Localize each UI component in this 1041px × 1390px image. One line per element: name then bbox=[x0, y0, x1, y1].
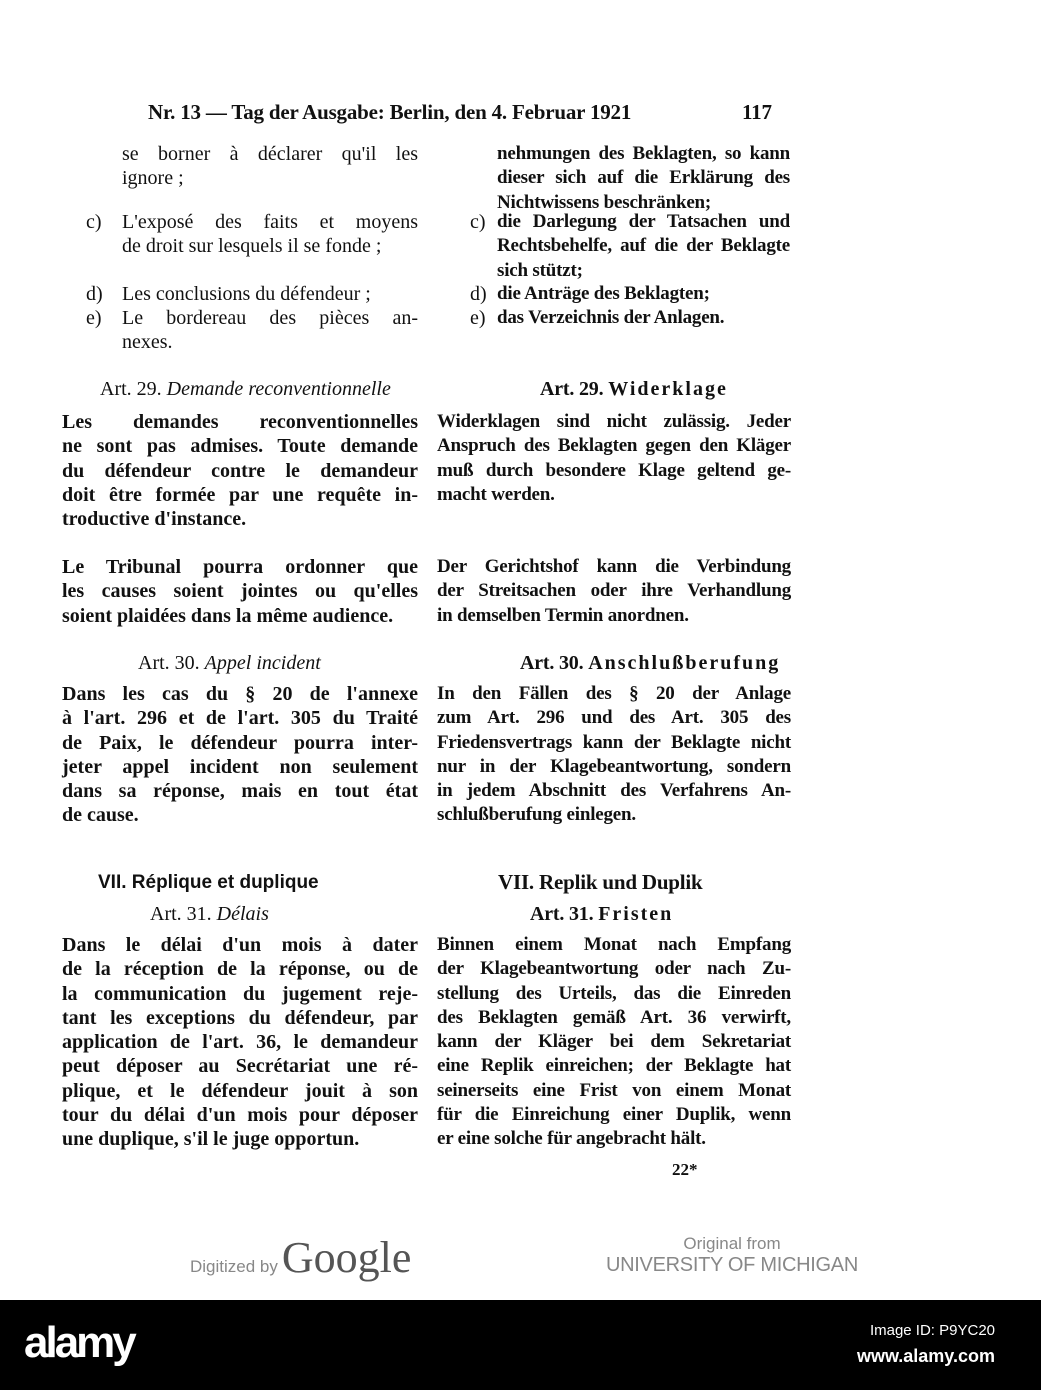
text-line: troductive d'instance. bbox=[62, 508, 247, 531]
text-line: de Paix, le défendeur pourra inter- bbox=[62, 731, 418, 754]
text-line: macht werden. bbox=[437, 483, 555, 505]
text-line: in jedem Abschnitt des Verfahrens An- bbox=[437, 780, 791, 802]
text-line: der Klagebeantwortung oder nach Zu- bbox=[437, 958, 791, 980]
text-line: doit être formée par une requête in- bbox=[62, 483, 418, 506]
digitized-label: Digitized by bbox=[190, 1257, 278, 1276]
watermark-bar bbox=[0, 1300, 1041, 1390]
left-section-heading: VII. Réplique et duplique bbox=[98, 872, 319, 893]
google-logo: Google bbox=[281, 1233, 412, 1282]
signature-mark: 22* bbox=[672, 1160, 698, 1179]
text-line: nexes. bbox=[122, 331, 173, 354]
text-line: des Beklagten gemäß Art. 36 verwirft, bbox=[437, 1006, 791, 1028]
article-number: Art. 30. bbox=[520, 652, 584, 674]
left-item-c bbox=[122, 210, 418, 259]
text-line: plique, et le défendeur jouit à son bbox=[62, 1079, 418, 1102]
text-line: die Anträge des Beklagten; bbox=[497, 283, 710, 304]
left-art31-para bbox=[62, 933, 418, 1152]
university-name: UNIVERSITY OF MICHIGAN bbox=[606, 1254, 858, 1276]
running-header: Nr. 13 — Tag der Ausgabe: Berlin, den 4. Februar 1921 bbox=[148, 100, 632, 124]
text-line: du défendeur contre le demandeur bbox=[62, 459, 418, 482]
left-item-c-label: c) bbox=[86, 211, 102, 233]
text-line: de la réception de la réponse, ou de bbox=[62, 958, 418, 981]
text-line: muß durch besondere Klage geltend ge- bbox=[437, 459, 791, 481]
article-title: Appel incident bbox=[204, 652, 321, 674]
text-line: les causes soient jointes ou qu'elles bbox=[62, 580, 418, 603]
alamy-url: www.alamy.com bbox=[856, 1346, 995, 1366]
text-line: de cause. bbox=[62, 804, 139, 827]
text-line: seinerseits eine Frist von einem Monat bbox=[437, 1079, 791, 1101]
original-from bbox=[605, 1234, 859, 1277]
right-item-c bbox=[497, 210, 790, 283]
left-item-e-label: e) bbox=[86, 307, 102, 329]
left-art29-para2 bbox=[62, 555, 418, 628]
article-title: Délais bbox=[216, 903, 269, 925]
page-number: 117 bbox=[742, 100, 772, 124]
text-line: Friedensvertrags kann der Beklagte nicht bbox=[437, 731, 791, 753]
text-line: Widerklagen sind nicht zulässig. Jeder bbox=[437, 411, 791, 432]
right-art30-para bbox=[437, 682, 791, 828]
right-intro bbox=[497, 142, 790, 215]
right-art31-para bbox=[437, 933, 791, 1152]
text-line: se borner à déclarer qu'il les bbox=[122, 143, 418, 165]
text-line: Dans le délai d'un mois à dater bbox=[62, 934, 418, 956]
text-line: er eine solche für angebracht hält. bbox=[437, 1128, 706, 1150]
text-line: der Streitsachen oder ihre Verhandlung bbox=[437, 580, 791, 602]
text-line: Anspruch des Beklagten gegen den Kläger bbox=[437, 435, 791, 457]
right-item-e bbox=[497, 306, 790, 330]
left-art29-para1 bbox=[62, 410, 418, 531]
left-item-d-label: d) bbox=[86, 283, 103, 305]
original-from-label: Original from bbox=[683, 1234, 781, 1253]
right-item-c-label: c) bbox=[470, 211, 486, 233]
text-line: jeter appel incident non seulement bbox=[62, 755, 418, 778]
text-line: sich stützt; bbox=[497, 259, 583, 281]
right-art29-heading bbox=[540, 378, 728, 401]
right-section-heading: VII. Replik und Duplik bbox=[498, 870, 703, 894]
text-line: dans sa réponse, mais en tout état bbox=[62, 780, 418, 803]
text-line: Dans les cas du § 20 de l'annexe bbox=[62, 683, 418, 705]
text-line: à l'art. 296 et de l'art. 305 du Traité bbox=[62, 707, 418, 730]
text-line: schlußberufung einlegen. bbox=[437, 804, 636, 826]
text-line: nur in der Klagebeantwortung, sondern bbox=[437, 755, 791, 777]
text-line: Rechtsbehelfe, auf die der Beklagte bbox=[497, 235, 790, 257]
right-art30-heading bbox=[520, 652, 780, 675]
text-line: une duplique, s'il le juge opportun. bbox=[62, 1128, 360, 1151]
left-art31-heading bbox=[150, 903, 269, 926]
text-line: das Verzeichnis der Anlagen. bbox=[497, 307, 725, 328]
article-number: Art. 31. bbox=[530, 903, 594, 925]
left-item-d bbox=[122, 282, 418, 306]
left-art30-para bbox=[62, 682, 418, 828]
article-title: Demande reconventionnelle bbox=[166, 378, 391, 400]
text-line: L'exposé des faits et moyens bbox=[122, 211, 418, 233]
text-line: peut déposer au Secrétariat une ré- bbox=[62, 1055, 418, 1078]
right-item-d bbox=[497, 282, 790, 306]
text-line: dieser sich auf die Erklärung des bbox=[497, 167, 790, 189]
right-art29-para1 bbox=[437, 410, 791, 507]
left-art29-heading bbox=[100, 378, 391, 401]
text-line: soient plaidées dans la même audience. bbox=[62, 604, 394, 627]
text-line: Les demandes reconventionnelles bbox=[62, 411, 418, 433]
left-intro bbox=[122, 142, 418, 191]
alamy-logo: alamy bbox=[24, 1318, 134, 1367]
text-line: In den Fällen des § 20 der Anlage bbox=[437, 683, 791, 704]
article-number: Art. 29. bbox=[540, 378, 604, 400]
right-item-e-label: e) bbox=[470, 307, 486, 329]
left-art30-heading bbox=[138, 652, 321, 675]
digitized-by-google bbox=[190, 1232, 411, 1283]
text-line: kann der Kläger bei dem Sekretariat bbox=[437, 1031, 791, 1053]
text-line: Nichtwissens beschränken; bbox=[497, 191, 712, 213]
right-art31-heading bbox=[530, 903, 673, 926]
text-line: zum Art. 296 und des Art. 305 des bbox=[437, 707, 791, 729]
text-line: stellung des Urteils, das die Einreden bbox=[437, 982, 791, 1004]
article-title: Fristen bbox=[598, 903, 674, 925]
text-line: de droit sur lesquels il se fonde ; bbox=[122, 235, 382, 258]
text-line: Le bordereau des pièces an- bbox=[122, 307, 418, 329]
text-line: die Darlegung der Tatsachen und bbox=[497, 211, 790, 232]
text-line: ne sont pas admises. Toute demande bbox=[62, 435, 418, 458]
text-line: application de l'art. 36, le demandeur bbox=[62, 1031, 418, 1054]
image-id: Image ID: P9YC20 bbox=[869, 1322, 995, 1339]
text-line: la communication du jugement reje- bbox=[62, 982, 418, 1005]
article-number: Art. 31. bbox=[150, 903, 212, 925]
right-art29-para2 bbox=[437, 555, 791, 628]
text-line: nehmungen des Beklagten, so kann bbox=[497, 143, 790, 164]
article-title: Widerklage bbox=[608, 378, 728, 400]
left-item-e bbox=[122, 306, 418, 355]
text-line: Der Gerichtshof kann die Verbindung bbox=[437, 556, 791, 577]
text-line: eine Replik einreichen; der Beklagte hat bbox=[437, 1055, 791, 1077]
article-title: Anschlußberufung bbox=[588, 652, 781, 674]
text-line: für die Einreichung einer Duplik, wenn bbox=[437, 1104, 791, 1126]
article-number: Art. 30. bbox=[138, 652, 200, 674]
text-line: tour du délai d'un mois pour déposer bbox=[62, 1104, 418, 1127]
text-line: Les conclusions du défendeur ; bbox=[122, 283, 371, 305]
text-line: tant les exceptions du défendeur, par bbox=[62, 1006, 418, 1029]
article-number: Art. 29. bbox=[100, 378, 162, 400]
text-line: Binnen einem Monat nach Empfang bbox=[437, 934, 791, 955]
right-item-d-label: d) bbox=[470, 283, 487, 305]
text-line: ignore ; bbox=[122, 167, 184, 190]
text-line: Le Tribunal pourra ordonner que bbox=[62, 556, 418, 578]
text-line: in demselben Termin anordnen. bbox=[437, 604, 689, 626]
